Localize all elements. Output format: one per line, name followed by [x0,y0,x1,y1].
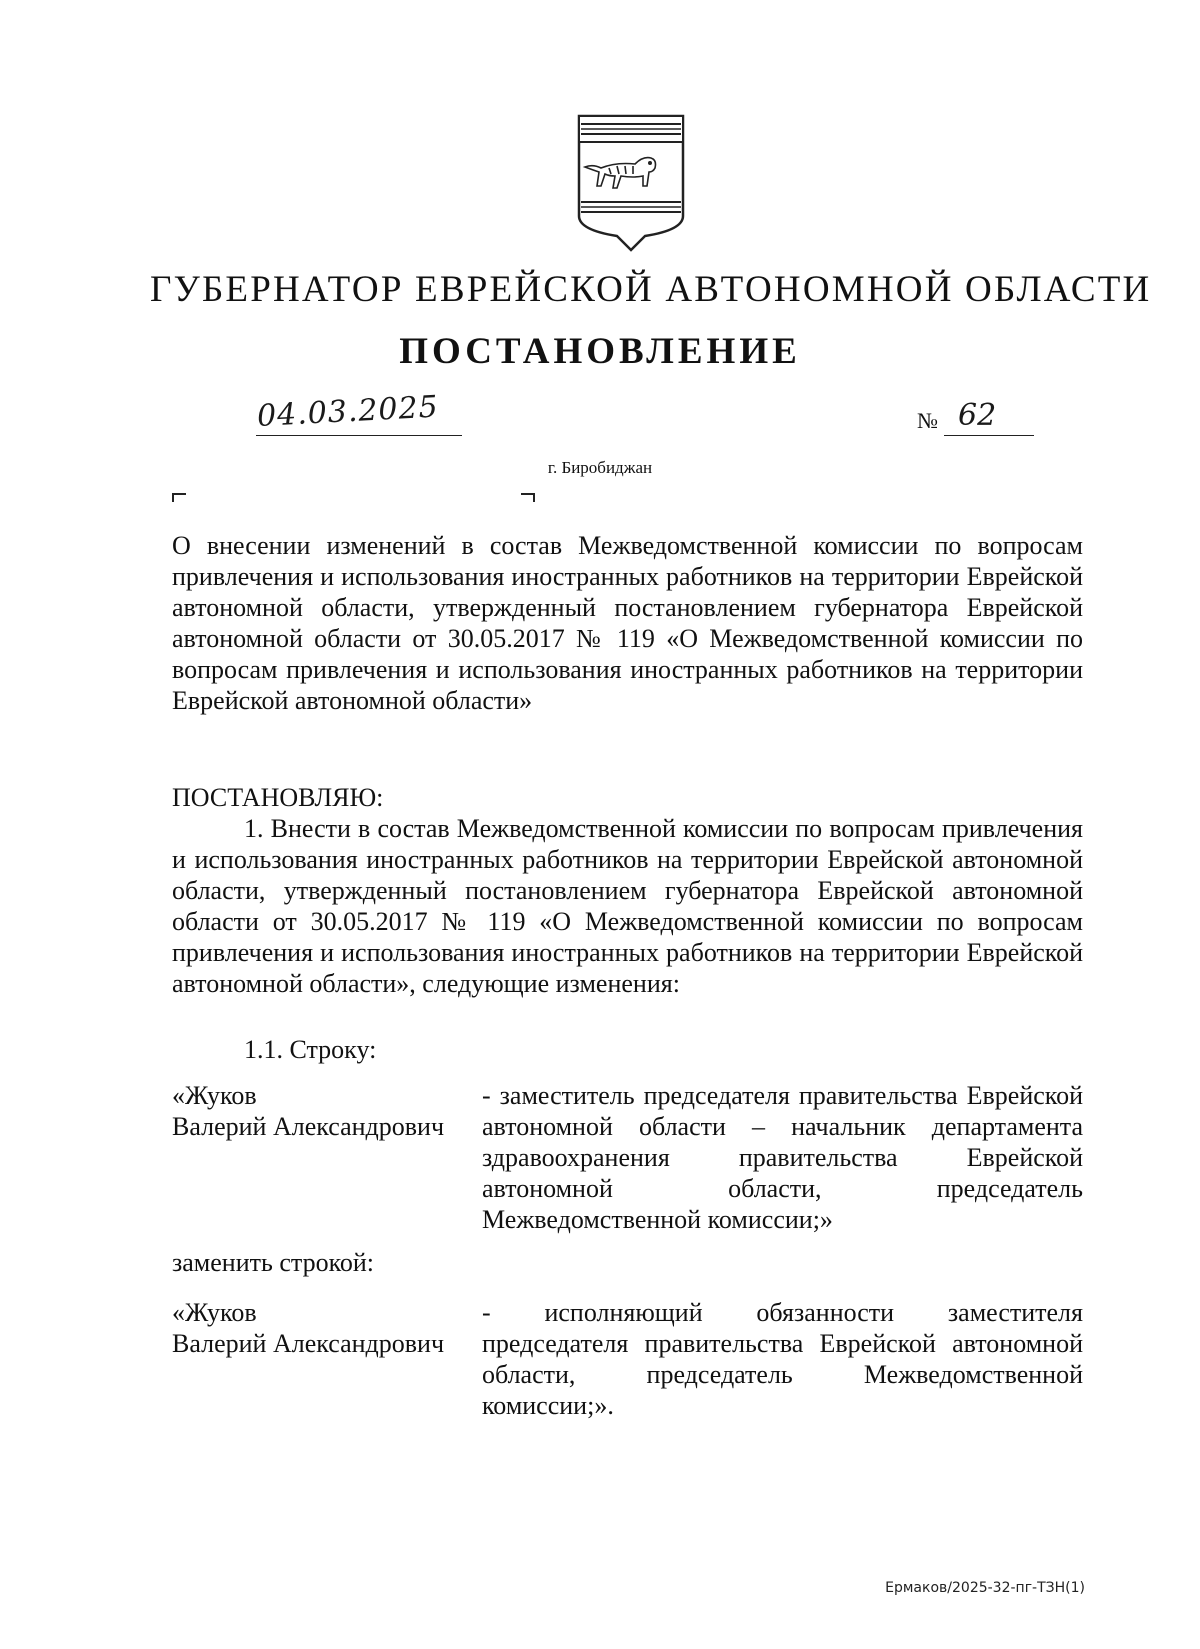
document-title: О внесении изменений в состав Межведомственной комиссии по вопросам привлечения и использования иностранных работников на территории Еврейской автономной области, утвержденный постановлением губернатора Еврейской автономной области от 30.05.2017 № 119 «О Межведомственной комиссии по вопросам привлечения и использования иностранных работников на территории Еврейской автономной области» [172,531,1083,715]
clause-1: 1. Внести в состав Межведомственной комиссии по вопросам привлечения и использования иностранных работников на территории Еврейской автономной области, утвержденный постановлением губернатора Еврейской автономной области от 30.05.2017 № 119 «О Межведомственной комиссии по вопросам привлечения и использования иностранных работников на территории Еврейской автономной области», следующие изменения: [172,814,1083,998]
number-label: № [917,408,938,433]
issue-city: г. Биробиджан [547,458,653,477]
title-corner-right [521,493,535,502]
title-corner-left [172,493,186,502]
document-number: 62 [958,398,997,433]
new-member-given-names: Валерий Александрович [172,1329,445,1358]
issuing-authority: ГУБЕРНАТОР ЕВРЕЙСКОЙ АВТОНОМНОЙ ОБЛАСТИ [150,269,1152,310]
old-member-surname: «Жуков [172,1081,257,1110]
new-member-name [172,1297,472,1359]
coat-of-arms-emblem [571,112,691,252]
old-member-name [172,1080,472,1142]
document-type: ПОСТАНОВЛЕНИЕ [399,331,801,372]
number-underline [944,435,1034,436]
date-underline [256,435,462,436]
old-member-given-names: Валерий Александрович [172,1112,445,1141]
clause-1-1: 1.1. Строку: [244,1035,377,1064]
preamble: ПОСТАНОВЛЯЮ: [172,783,384,812]
old-member-role: - заместитель председателя правительства Еврейской автономной области – начальник департамента здравоохранения правительства Еврейской автономной области, председатель Межведомственной комиссии;» [482,1081,1083,1234]
new-member-role: - исполняющий обязанности заместителя председателя правительства Еврейской автономной области, председатель Межведомственной комиссии;». [482,1298,1083,1420]
document-code: Ермаков/2025-32-пг-ТЗН(1) [885,1580,1085,1596]
replace-label: заменить строкой: [172,1248,375,1277]
document-date: 04.03.2025 [256,389,440,434]
new-member-surname: «Жуков [172,1298,257,1327]
